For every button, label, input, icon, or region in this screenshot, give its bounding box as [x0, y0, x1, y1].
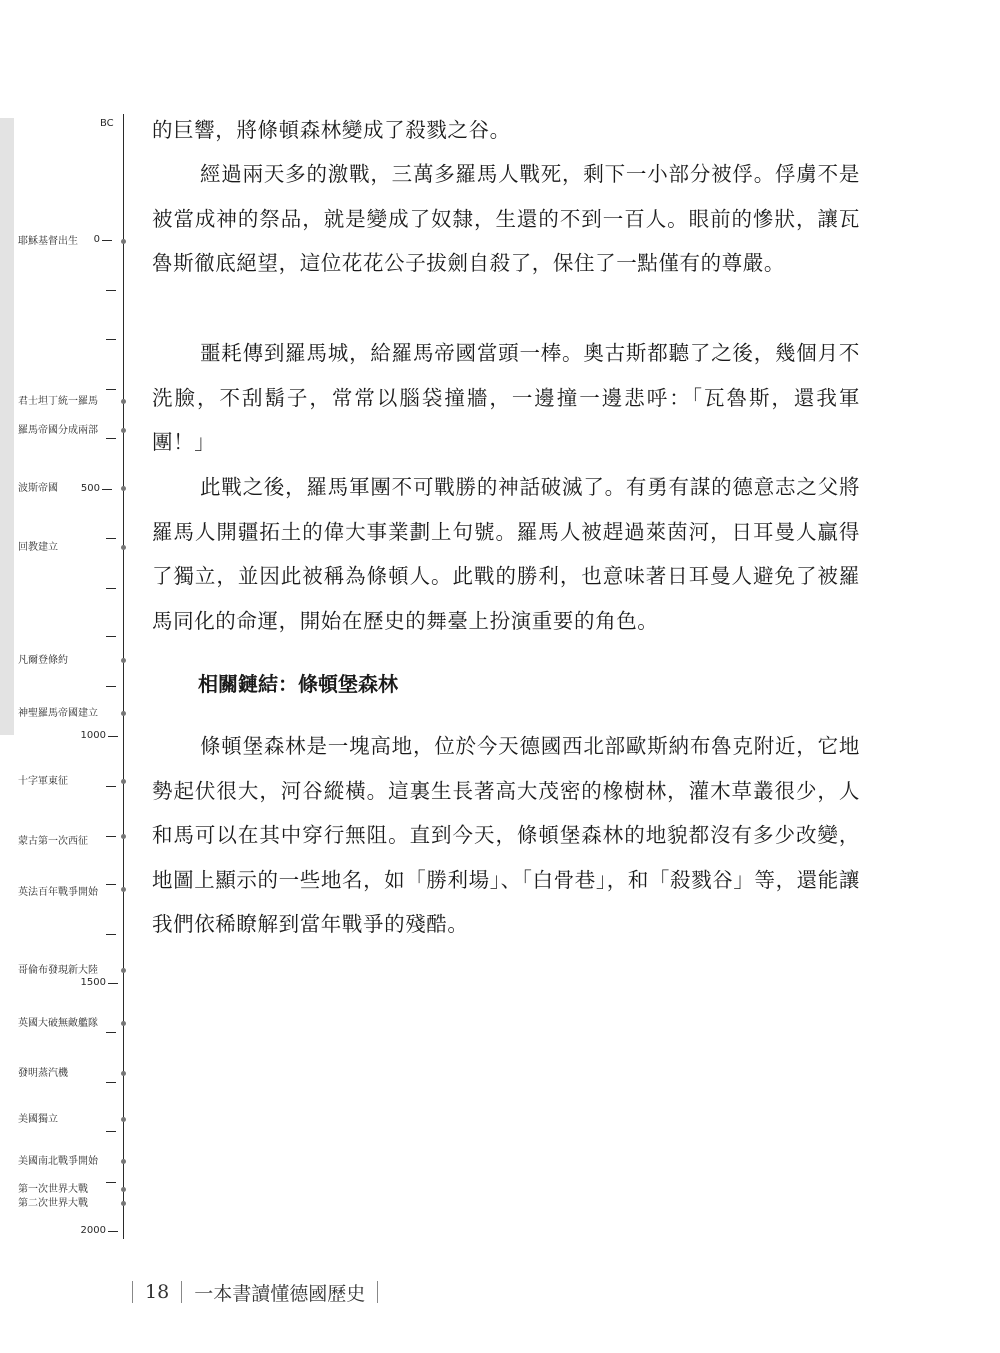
year-label: 0: [93, 234, 100, 245]
tick-mark: [102, 489, 112, 490]
timeline-event: 英國大破無敵艦隊: [18, 1018, 98, 1029]
tick-mark: [106, 588, 116, 589]
tick-mark: [106, 389, 116, 390]
event-dot: [121, 968, 126, 973]
footer-divider: [132, 1281, 133, 1303]
timeline-event: 凡爾登條約: [18, 655, 68, 666]
event-dot: [121, 834, 126, 839]
era-label: BC: [100, 118, 114, 129]
timeline-event: 十字軍東征: [18, 776, 68, 787]
tick-mark: [106, 290, 116, 291]
event-dot: [121, 887, 126, 892]
timeline-event: 美國南北戰爭開始: [18, 1156, 98, 1167]
event-dot: [121, 1187, 126, 1192]
event-dot: [121, 658, 126, 663]
event-dot: [121, 779, 126, 784]
section-heading: 相關鏈結：條頓堡森林: [198, 672, 398, 696]
event-dot: [121, 486, 126, 491]
event-dot: [121, 239, 126, 244]
tick-mark: [106, 339, 116, 340]
tick-mark: [102, 240, 112, 241]
event-dot: [121, 428, 126, 433]
page-footer: [120, 1278, 390, 1306]
timeline-event: 羅馬帝國分成兩部: [18, 425, 98, 436]
footer-divider: [181, 1281, 182, 1303]
event-dot: [121, 1071, 126, 1076]
timeline-event: 哥倫布發現新大陸: [18, 965, 98, 976]
page-number: 18: [145, 1281, 170, 1303]
timeline-event: 第一次世界大戰: [18, 1184, 88, 1195]
event-dot: [121, 545, 126, 550]
tick-mark: [106, 786, 116, 787]
paragraph: 的巨響，將條頓森林變成了殺戮之谷。: [152, 118, 511, 142]
margin-shade: [0, 118, 14, 735]
tick-mark: [106, 438, 116, 439]
paragraph: 經過兩天多的激戰，三萬多羅馬人戰死，剩下一小部分被俘。俘虜不是被當成神的祭品，就是變成了奴隸，生還的不到一百人。眼前的慘狀，讓瓦魯斯徹底絕望，這位花花公子拔劍自殺了，保住了一點僅有的尊嚴。: [152, 162, 860, 275]
timeline-event: 發明蒸汽機: [18, 1068, 68, 1079]
timeline-event: 回教建立: [18, 542, 58, 553]
year-label: 1000: [80, 730, 106, 741]
tick-mark: [106, 636, 116, 637]
tick-mark: [106, 934, 116, 935]
year-label: 1500: [80, 977, 106, 988]
event-dot: [121, 1117, 126, 1122]
tick-mark: [106, 1082, 116, 1083]
event-dot: [121, 1159, 126, 1164]
paragraph: 此戰之後，羅馬軍團不可戰勝的神話破滅了。有勇有謀的德意志之父將羅馬人開疆拓土的偉大事業劃上句號。羅馬人被趕過萊茵河，日耳曼人贏得了獨立，並因此被稱為條頓人。此戰的勝利，也意味著日耳曼人避免了被羅馬同化的命運，開始在歷史的舞臺上扮演重要的角色。: [152, 475, 860, 633]
timeline-event: 美國獨立: [18, 1114, 58, 1125]
tick-mark: [106, 884, 116, 885]
paragraph: 條頓堡森林是一塊高地，位於今天德國西北部歐斯納布魯克附近，它地勢起伏很大，河谷縱橫。這裏生長著高大茂密的橡樹林，灌木草叢很少，人和馬可以在其中穿行無阻。直到今天，條頓堡森林的地貌都沒有多少改變，地圖上顯示的一些地名，如「勝利場」、「白骨巷」，和「殺戮谷」等，還能讓我們依稀瞭解到當年戰爭的殘酷。: [152, 734, 860, 936]
timeline-event: 蒙古第一次西征: [18, 836, 88, 847]
tick-mark: [106, 1131, 116, 1132]
tick-mark: [108, 736, 118, 737]
tick-mark: [106, 836, 116, 837]
timeline-event: 波斯帝國: [18, 483, 58, 494]
tick-mark: [106, 1032, 116, 1033]
book-title: 一本書讀懂德國歷史: [194, 1282, 366, 1305]
timeline-event: 英法百年戰爭開始: [18, 887, 98, 898]
year-label: 500: [80, 483, 100, 494]
timeline-event: 神聖羅馬帝國建立: [18, 708, 98, 719]
tick-mark: [108, 983, 118, 984]
tick-mark: [106, 1182, 116, 1183]
timeline-event: 耶穌基督出生: [18, 236, 78, 247]
event-dot: [121, 1201, 126, 1206]
event-dot: [121, 399, 126, 404]
paragraph: 噩耗傳到羅馬城，給羅馬帝國當頭一棒。奧古斯都聽了之後，幾個月不洗臉，不刮鬍子，常常以腦袋撞牆，一邊撞一邊悲呼：「瓦魯斯，還我軍團！」: [152, 341, 860, 454]
tick-mark: [106, 538, 116, 539]
event-dot: [121, 1021, 126, 1026]
year-label: 2000: [80, 1225, 106, 1236]
timeline-event: 君士坦丁統一羅馬: [18, 396, 98, 407]
footer-divider: [377, 1281, 378, 1303]
timeline-event: 第二次世界大戰: [18, 1198, 88, 1209]
tick-mark: [108, 1231, 118, 1232]
event-dot: [121, 711, 126, 716]
tick-mark: [106, 686, 116, 687]
